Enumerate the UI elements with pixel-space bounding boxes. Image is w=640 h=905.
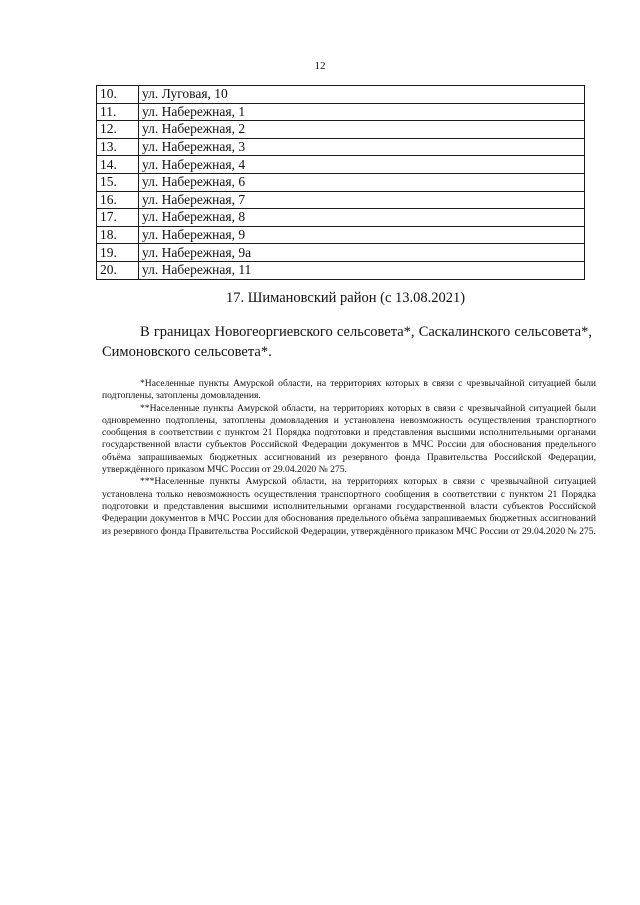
row-number: 16. xyxy=(97,191,139,209)
row-number: 13. xyxy=(97,138,139,156)
row-number: 15. xyxy=(97,173,139,191)
row-number: 20. xyxy=(97,261,139,279)
table-row xyxy=(97,173,585,191)
address-table xyxy=(96,85,585,280)
row-street: ул. Набережная, 4 xyxy=(139,156,585,174)
table-row xyxy=(97,191,585,209)
row-street: ул. Набережная, 2 xyxy=(139,121,585,139)
row-number: 11. xyxy=(97,103,139,121)
row-number: 12. xyxy=(97,121,139,139)
footnote: ***Населенные пункты Амурской области, на территориях которых в связи с чрезвычайной ситуацией установлена только невозможность осуществления транспортного сообщения в соответствии с пунктом 21 Порядка подготовки и представления высшими исполнительными органами государственной власти субъектов Российской Федерации документов в МЧС России для обоснования предельного объёма запрашиваемых бюджетных ассигнований из резервного фонда Правительства Российской Федерации, утверждённого приказом МЧС России от 29.04.2020 № 275. xyxy=(102,476,596,537)
row-number: 17. xyxy=(97,209,139,227)
row-street: ул. Набережная, 3 xyxy=(139,138,585,156)
row-street: ул. Набережная, 9а xyxy=(139,244,585,262)
intro-paragraph: В границах Новогеоргиевского сельсовета*, Саскалинского сельсовета*, Симоновского сельсовета*. xyxy=(102,324,592,360)
row-number: 10. xyxy=(97,86,139,104)
row-number: 14. xyxy=(97,156,139,174)
table-row xyxy=(97,244,585,262)
table-row xyxy=(97,156,585,174)
row-street: ул. Набережная, 7 xyxy=(139,191,585,209)
row-street: ул. Набережная, 6 xyxy=(139,173,585,191)
footnotes xyxy=(102,378,596,538)
row-street: ул. Набережная, 11 xyxy=(139,261,585,279)
table-row xyxy=(97,86,585,104)
footnote: *Населенные пункты Амурской области, на территориях которых в связи с чрезвычайной ситуацией были подтоплены, затоплены домовладения. xyxy=(102,378,596,402)
table-row xyxy=(97,226,585,244)
table-row xyxy=(97,103,585,121)
table-row xyxy=(97,261,585,279)
footnote: **Населенные пункты Амурской области, на территориях которых в связи с чрезвычайной ситуацией были одновременно подтоплены, затоплены домовладения и установлена невозможность осуществления транспортного сообщения в соответствии с пунктом 21 Порядка подготовки и представления высшими исполнительными органами государственной власти субъектов Российской Федерации документов в МЧС России для обоснования предельного объёма запрашиваемых бюджетных ассигнований из резервного фонда Правительства Российской Федерации, утверждённого приказом МЧС России от 29.04.2020 № 275. xyxy=(102,402,596,476)
row-number: 18. xyxy=(97,226,139,244)
row-street: ул. Луговая, 10 xyxy=(139,86,585,104)
table-row xyxy=(97,138,585,156)
table-row xyxy=(97,121,585,139)
page-number: 12 xyxy=(314,60,326,72)
row-street: ул. Набережная, 8 xyxy=(139,209,585,227)
row-number: 19. xyxy=(97,244,139,262)
section-heading: 17. Шимановский район (с 13.08.2021) xyxy=(226,290,466,306)
row-street: ул. Набережная, 1 xyxy=(139,103,585,121)
table-row xyxy=(97,209,585,227)
row-street: ул. Набережная, 9 xyxy=(139,226,585,244)
